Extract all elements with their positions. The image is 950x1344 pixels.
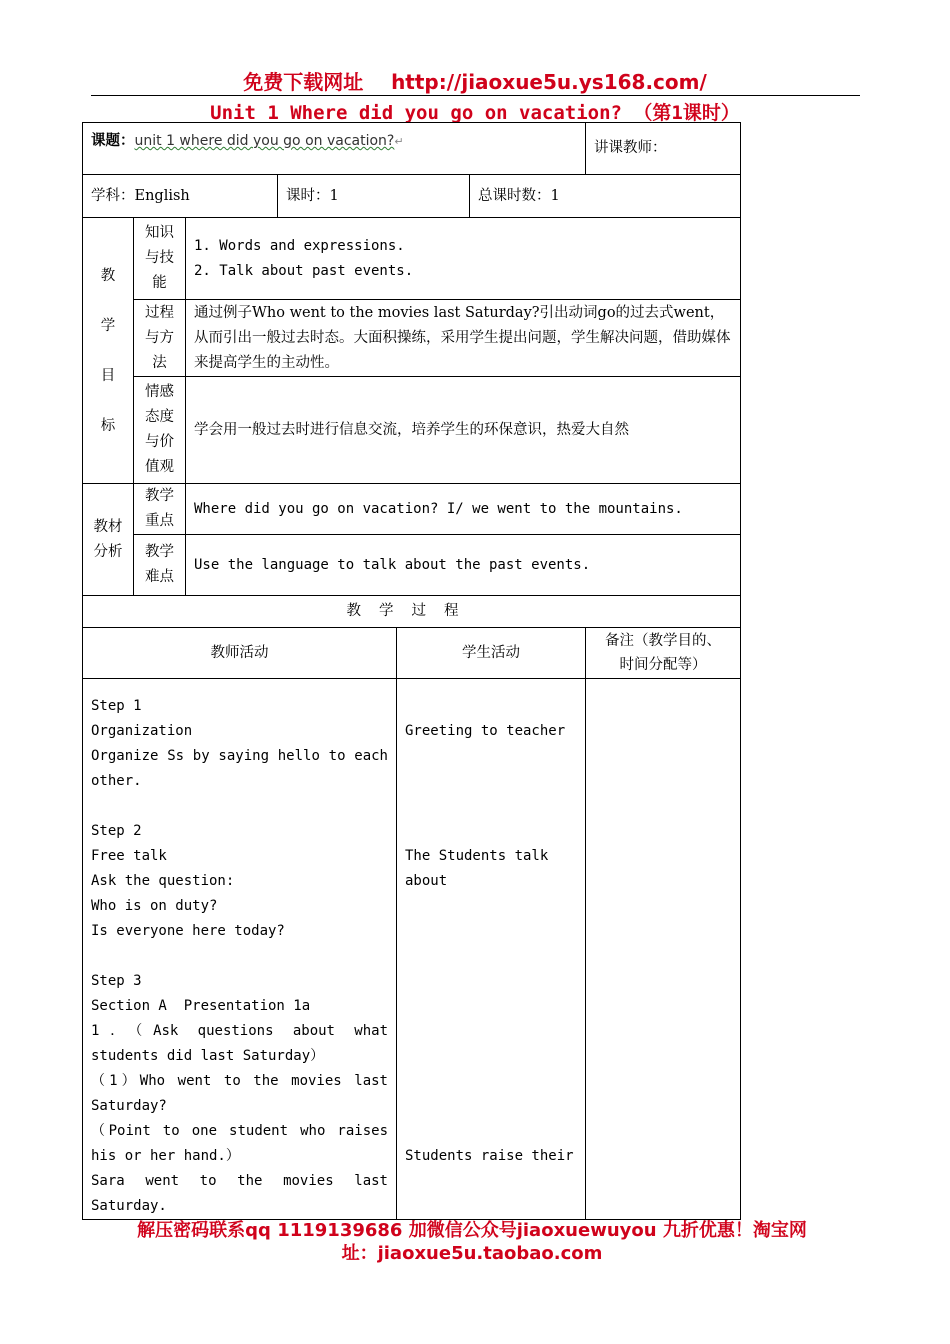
total-periods-cell: 总课时数：1 [470,175,741,218]
process-title: 教学过程 [83,596,741,628]
subject-cell: 学科：English [83,175,278,218]
difficult-point-content: Use the language to talk about the past events. [186,535,741,596]
lesson-plan-table [82,122,741,1220]
analysis-key-row [83,484,741,535]
topic-row [83,123,741,175]
process-method-content: 通过例子Who went to the movies last Saturday?引出动词go的过去式went，从而引出一般过去时态。大面积操练，采用学生提出问题，学生解决问题，借助媒体来提高学生的主动性。 [186,300,741,377]
teacher-cell: 讲课教师： [586,123,741,175]
analysis-label: 教材 分析 [83,484,134,596]
topic-value: unit 1 where did you go on vacation? [134,133,395,149]
notes-content [586,679,741,1220]
period-cell: 课时：1 [278,175,470,218]
objective-emotion-row [83,377,741,484]
emotion-content: 学会用一般过去时进行信息交流，培养学生的环保意识，热爱大自然 [186,377,741,484]
teacher-activity-content: Step 1 Organization Organize Ss by saying hello to each other. Step 2 Free talk Ask the question: Who is on duty? Is everyone here today? Step 3 Section A Presentation 1a 1．（Ask questions about what students did last Saturday） （1）Who went to the movies last Saturday? （Point to one student who raises his or her hand.） Sara went to the movies last Saturday. [83,679,397,1220]
objective-process-row [83,300,741,377]
process-content-row [83,679,741,1220]
download-label: 免费下载网址 [243,70,364,94]
header-rule [91,95,860,96]
download-url[interactable]: http://jiaoxue5u.ys168.com/ [391,70,707,94]
knowledge-line: 2. Talk about past events. [194,262,414,279]
analysis-difficult-row [83,535,741,596]
topic-cell [83,123,586,175]
process-method-label: 过程 与方 法 [134,300,186,377]
process-title-row [83,596,741,628]
notes-header: 备注（教学目的、 时间分配等） [586,628,741,679]
page-title: Unit 1 Where did you go on vacation? （第1课时） [210,102,740,124]
process-header-row [83,628,741,679]
contact-footer [92,1219,852,1265]
teacher-activity-header: 教师活动 [83,628,397,679]
objective-knowledge-row [83,218,741,300]
topic-label: 课题： [91,133,135,149]
footer-line-2[interactable]: 址：jiaoxue5u.taobao.com [341,1243,603,1264]
difficult-point-label: 教学 难点 [134,535,186,596]
key-point-content: Where did you go on vacation? I/ we went to the mountains. [186,484,741,535]
key-point-label: 教学 重点 [134,484,186,535]
objectives-label: 教 学 目 标 [83,218,134,484]
knowledge-line: 1. Words and expressions. [194,237,405,254]
download-header [0,66,950,95]
student-activity-content: Greeting to teacher The Students talk about Students raise their [397,679,586,1220]
emotion-label: 情感 态度 与价 值观 [134,377,186,484]
knowledge-content [186,218,741,300]
subject-row [83,175,741,218]
footer-line-1: 解压密码联系qq 1119139686 加微信公众号jiaoxuewuyou 九折优惠！淘宝网 [137,1220,807,1241]
knowledge-label: 知识 与技 能 [134,218,186,300]
paragraph-mark-icon: ↵ [394,135,404,148]
student-activity-header: 学生活动 [397,628,586,679]
